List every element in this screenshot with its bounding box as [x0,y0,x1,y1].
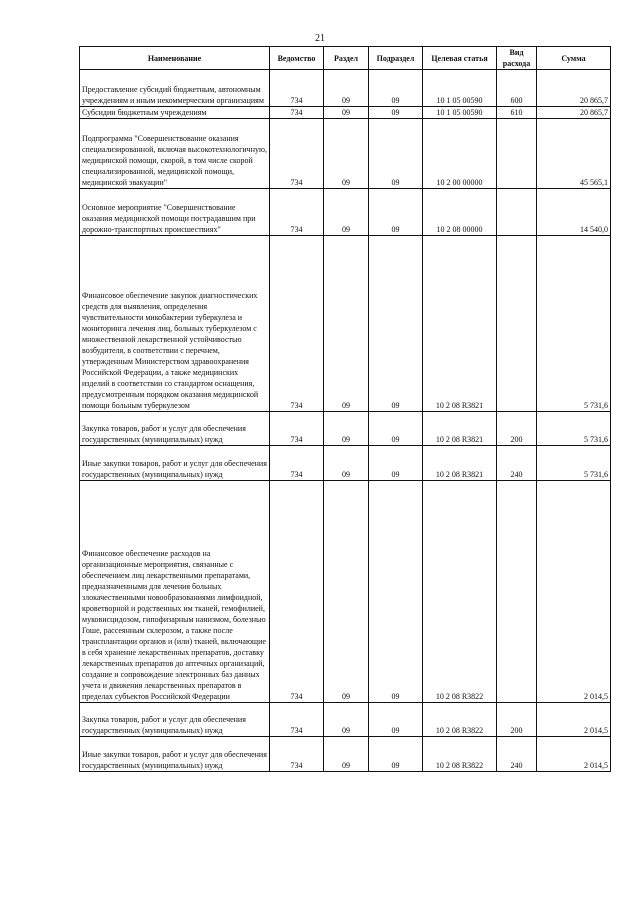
table-row [80,107,611,119]
row-vid [497,236,537,412]
row-vedomstvo: 734 [270,703,324,737]
table-row [80,446,611,481]
row-name: Финансовое обеспечение расходов на организационные мероприятия, связанные с обеспечением лиц лекарственными препаратами, предназначенными для лечения больных злокачественными новообразованиями лимфоидной, кроветворной и родственных им тканей, гемофилией, муковисцидозом, гипофизарным нанизмом, болезнью Гоше, рассеянным склерозом, а также после трансплантации органов и (или) тканей, включающие в себя хранение лекарственных препаратов, доставку лекарственных препаратов до аптечных организаций, создание и сопровождение электронных баз данных учета и движения лекарственных препаратов в пределах субъектов Российской Федерации [80,481,270,703]
row-razdel: 09 [324,703,369,737]
row-podrazdel: 09 [369,446,423,481]
table-row [80,703,611,737]
row-podrazdel: 09 [369,70,423,107]
table-row [80,412,611,446]
row-name: Основное мероприятие "Совершенствование оказания медицинской помощи пострадавшим при дорожно-транспортных происшествиях" [80,189,270,236]
row-vid [497,189,537,236]
row-sum: 5 731,6 [537,446,611,481]
row-target: 10 1 05 00590 [423,107,497,119]
row-vedomstvo: 734 [270,737,324,772]
header-target: Целевая статья [423,47,497,70]
table-row [80,119,611,189]
row-vedomstvo: 734 [270,236,324,412]
row-razdel: 09 [324,70,369,107]
row-razdel: 09 [324,737,369,772]
row-target: 10 2 08 R3822 [423,703,497,737]
row-razdel: 09 [324,107,369,119]
row-name: Предоставление субсидий бюджетным, автономным учреждениям и иным некоммерческим организациям [80,70,270,107]
row-podrazdel: 09 [369,481,423,703]
row-target: 10 2 08 R3822 [423,481,497,703]
row-target: 10 2 08 00000 [423,189,497,236]
row-vedomstvo: 734 [270,119,324,189]
row-name: Финансовое обеспечение закупок диагностических средств для выявления, определения чувствительности микобактерии туберкулеза и мониторинга лечения лиц, больных туберкулезом с множественной лекарственной устойчивостью возбудителя, в соответствии с перечнем, утвержденным Министерством здравоохранения Российской Федерации, а также медицинских изделий в соответствии со стандартом оснащения, предусмотренным порядком оказания медицинской помощи больным туберкулезом [80,236,270,412]
row-razdel: 09 [324,481,369,703]
row-target: 10 1 05 00590 [423,70,497,107]
table-row [80,236,611,412]
row-target: 10 2 08 R3821 [423,236,497,412]
row-podrazdel: 09 [369,703,423,737]
row-name: Иные закупки товаров, работ и услуг для обеспечения государственных (муниципальных) нужд [80,446,270,481]
row-name: Закупка товаров, работ и услуг для обеспечения государственных (муниципальных) нужд [80,703,270,737]
row-vedomstvo: 734 [270,412,324,446]
row-sum: 5 731,6 [537,236,611,412]
row-vedomstvo: 734 [270,70,324,107]
row-vid: 200 [497,703,537,737]
row-podrazdel: 09 [369,119,423,189]
row-vid: 610 [497,107,537,119]
row-podrazdel: 09 [369,107,423,119]
budget-table [79,46,611,772]
table-row [80,189,611,236]
header-podrazdel: Подраздел [369,47,423,70]
row-vid [497,481,537,703]
table-header-row [80,47,611,70]
row-vedomstvo: 734 [270,446,324,481]
row-sum: 5 731,6 [537,412,611,446]
row-sum: 2 014,5 [537,737,611,772]
row-name: Иные закупки товаров, работ и услуг для обеспечения государственных (муниципальных) нужд [80,737,270,772]
row-sum: 14 540,0 [537,189,611,236]
row-target: 10 2 08 R3822 [423,737,497,772]
row-razdel: 09 [324,119,369,189]
header-sum: Сумма [537,47,611,70]
row-vid: 200 [497,412,537,446]
row-sum: 45 565,1 [537,119,611,189]
row-vedomstvo: 734 [270,189,324,236]
row-sum: 2 014,5 [537,481,611,703]
row-target: 10 2 00 00000 [423,119,497,189]
row-vid: 600 [497,70,537,107]
row-razdel: 09 [324,236,369,412]
table-row [80,481,611,703]
table-row [80,70,611,107]
row-name: Закупка товаров, работ и услуг для обеспечения государственных (муниципальных) нужд [80,412,270,446]
row-sum: 2 014,5 [537,703,611,737]
row-podrazdel: 09 [369,236,423,412]
row-vid: 240 [497,737,537,772]
row-sum: 20 865,7 [537,107,611,119]
row-razdel: 09 [324,446,369,481]
row-podrazdel: 09 [369,189,423,236]
row-razdel: 09 [324,412,369,446]
row-name: Подпрограмма "Совершенствование оказания специализированной, включая высокотехнологичную, медицинской помощи, скорой, в том числе скорой специализированной, медицинской помощи, медицинской эвакуации" [80,119,270,189]
row-razdel: 09 [324,189,369,236]
row-podrazdel: 09 [369,737,423,772]
page-number: 21 [315,33,325,44]
row-vedomstvo: 734 [270,481,324,703]
row-sum: 20 865,7 [537,70,611,107]
row-vedomstvo: 734 [270,107,324,119]
header-name: Наименование [80,47,270,70]
header-vedomstvo: Ведомство [270,47,324,70]
row-vid [497,119,537,189]
row-vid: 240 [497,446,537,481]
row-podrazdel: 09 [369,412,423,446]
header-vid: Вид расхода [497,47,537,70]
row-name: Субсидии бюджетным учреждениям [80,107,270,119]
row-target: 10 2 08 R3821 [423,446,497,481]
table-row [80,737,611,772]
row-target: 10 2 08 R3821 [423,412,497,446]
header-razdel: Раздел [324,47,369,70]
